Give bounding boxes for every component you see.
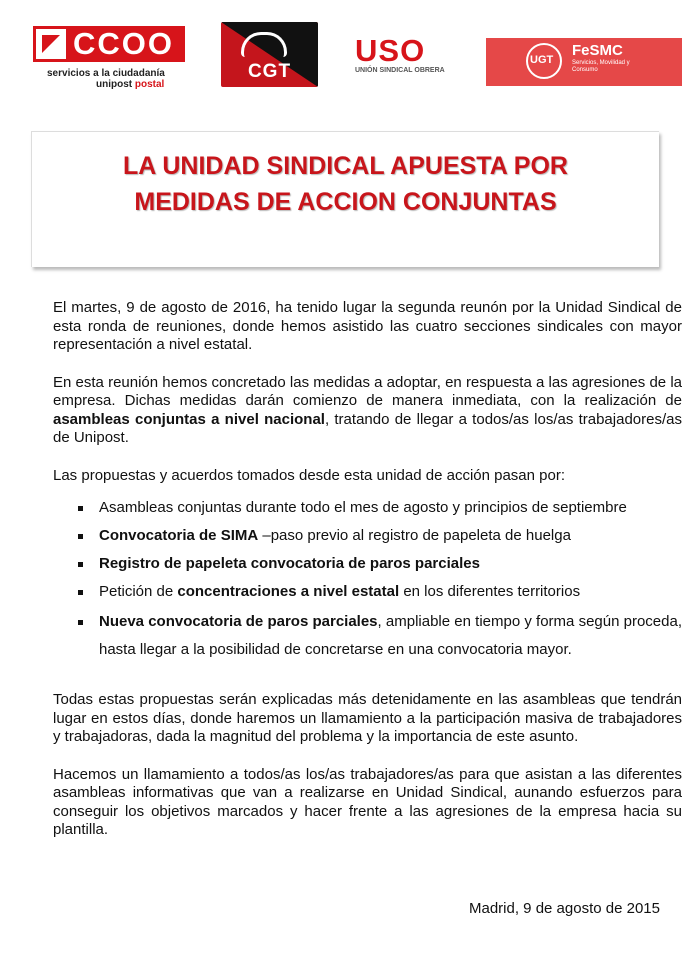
paragraph-5: Hacemos un llamamiento a todos/as los/as trabajadores/as para que asistan a las diferentes asambleas informativas que van a realizarse en Unidad Sindical, aunando esfuerzos para conseguir los objetivos marcados y hacer frente a las agresiones de la empresa hacia su plantilla. xyxy=(53,765,682,838)
cgt-hand-icon xyxy=(241,32,287,57)
signature-date: Madrid, 9 de agosto de 2015 xyxy=(469,900,660,917)
cgt-logo-text: CGT xyxy=(247,61,292,82)
list-item xyxy=(53,527,682,545)
ccoo-logo xyxy=(33,26,185,90)
list-item xyxy=(53,608,682,664)
fesmc-logo xyxy=(486,38,682,86)
list-item xyxy=(53,583,682,601)
ccoo-subtitle-2 xyxy=(96,79,185,90)
cgt-logo xyxy=(221,22,318,87)
list-item-bold: Convocatoria de SIMA xyxy=(99,527,259,544)
fesmc-logo-subtitle: Servicios, Movilidad y Consumo xyxy=(572,60,630,73)
list-item-bold: concentraciones a nivel estatal xyxy=(177,583,400,600)
ugt-logo-text: UGT xyxy=(530,54,554,66)
document-body xyxy=(53,299,682,859)
paragraph-1: El martes, 9 de agosto de 2016, ha tenido lugar la segunda reunón por la Unidad Sindical de esta ronda de reuniones, donde hemos asistido las cuatro secciones sindicales con mayor representación a nivel estatal. xyxy=(53,299,682,353)
list-item-text: Petición de xyxy=(99,583,178,600)
ccoo-logo-box xyxy=(33,26,185,62)
list-item xyxy=(53,499,682,517)
title-box xyxy=(31,131,659,267)
ccoo-subtitle-2b: postal xyxy=(134,79,165,90)
ccoo-subtitle-1: servicios a la ciudadanía xyxy=(47,68,165,79)
uso-logo-subtitle: UNIÓN SINDICAL OBRERA xyxy=(355,67,445,74)
paragraph-2-bold: asambleas conjuntas a nivel nacional xyxy=(53,410,325,428)
list-item-text: Asambleas conjuntas durante todo el mes de agosto y principios de septiembre xyxy=(99,499,627,516)
ccoo-subtitle-2a: unipost xyxy=(96,79,135,90)
list-item-bold: Nueva convocatoria de paros parciales xyxy=(99,613,378,630)
page-title-line-2: MEDIDAS DE ACCION CONJUNTAS xyxy=(134,188,557,216)
paragraph-2-c: , tratando de llegar a todos/as los/as trabajadores/as de Unipost. xyxy=(53,410,682,446)
page-title-line-1: LA UNIDAD SINDICAL APUESTA POR xyxy=(123,152,568,180)
page-title xyxy=(32,148,659,220)
fesmc-logo-text: FeSMC xyxy=(572,42,623,59)
list-item-bold: Registro de papeleta convocatoria de paros parciales xyxy=(99,555,480,572)
list-item-text: en los diferentes territorios xyxy=(399,583,581,600)
list-item-text: –paso previo al registro de papeleta de huelga xyxy=(258,527,571,544)
uso-logo-text: USO xyxy=(355,33,426,68)
logo-row xyxy=(0,0,699,110)
list-item xyxy=(53,555,682,573)
ccoo-logo-mark xyxy=(36,29,66,59)
paragraph-2-a: En esta reunión hemos concretado las medidas a adoptar, en respuesta a las agresiones de la empresa. Dichas medidas darán comienzo de manera inmediata, con la realización de xyxy=(53,373,682,409)
ccoo-logo-text: CCOO xyxy=(73,26,174,61)
proposals-list xyxy=(53,499,682,664)
paragraph-4: Todas estas propuestas serán explicadas más detenidamente en las asambleas que tendrán lugar en estos días, donde haremos un llamamiento a la participación masiva de trabajadores y trabajadoras, dada la magnitud del problema y la importancia de este asunto. xyxy=(53,691,682,745)
uso-logo xyxy=(355,34,450,84)
paragraph-3: Las propuestas y acuerdos tomados desde esta unidad de acción pasan por: xyxy=(53,466,566,484)
list-item-text: , ampliable en tiempo y forma según proceda, hasta llegar a la posibilidad de concretarse en una convocatoria mayor. xyxy=(99,613,682,658)
paragraph-2 xyxy=(53,374,682,448)
